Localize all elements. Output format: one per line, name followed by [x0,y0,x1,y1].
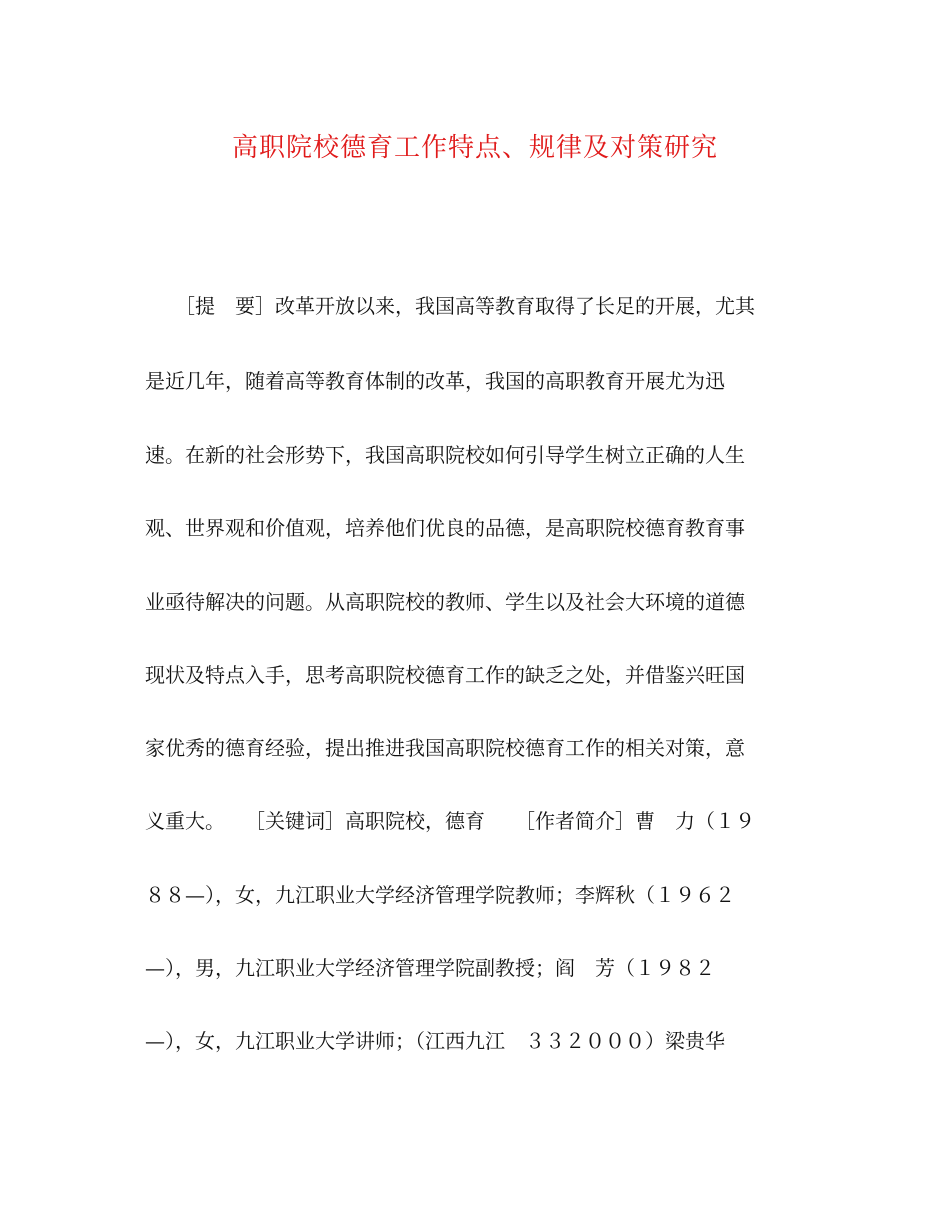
body-line-9: ８８—），女，九江职业大学经济管理学院教师；李辉秋（１９６２ [145,883,735,907]
body-line-11: —），女，九江职业大学讲师；（江西九江 ３３２０００）梁贵华 [145,1029,725,1053]
body-line-6: 现状及特点入手，思考高职院校德育工作的缺乏之处，并借鉴兴旺国 [145,663,745,687]
body-line-7: 家优秀的德育经验，提出推进我国高职院校德育工作的相关对策，意 [145,736,745,760]
body-line-1: ［提 要］改革开放以来，我国高等教育取得了长足的开展，尤其 [145,294,755,318]
body-line-4: 观、世界观和价值观，培养他们优良的品德，是高职院校德育教育事 [145,516,745,540]
body-line-8: 义重大。 ［关键词］高职院校，德育 ［作者简介］曹 力（１９ [145,809,755,833]
body-line-2: 是近几年，随着高等教育体制的改革，我国的高职教育开展尤为迅 [145,369,725,393]
body-line-10: —），男，九江职业大学经济管理学院副教授；阎 芳（１９８２ [145,956,715,980]
body-line-3: 速。在新的社会形势下，我国高职院校如何引导学生树立正确的人生 [145,443,745,467]
body-line-5: 业亟待解决的问题。从高职院校的教师、学生以及社会大环境的道德 [145,590,745,614]
document-title: 高职院校德育工作特点、规律及对策研究 [231,133,718,163]
